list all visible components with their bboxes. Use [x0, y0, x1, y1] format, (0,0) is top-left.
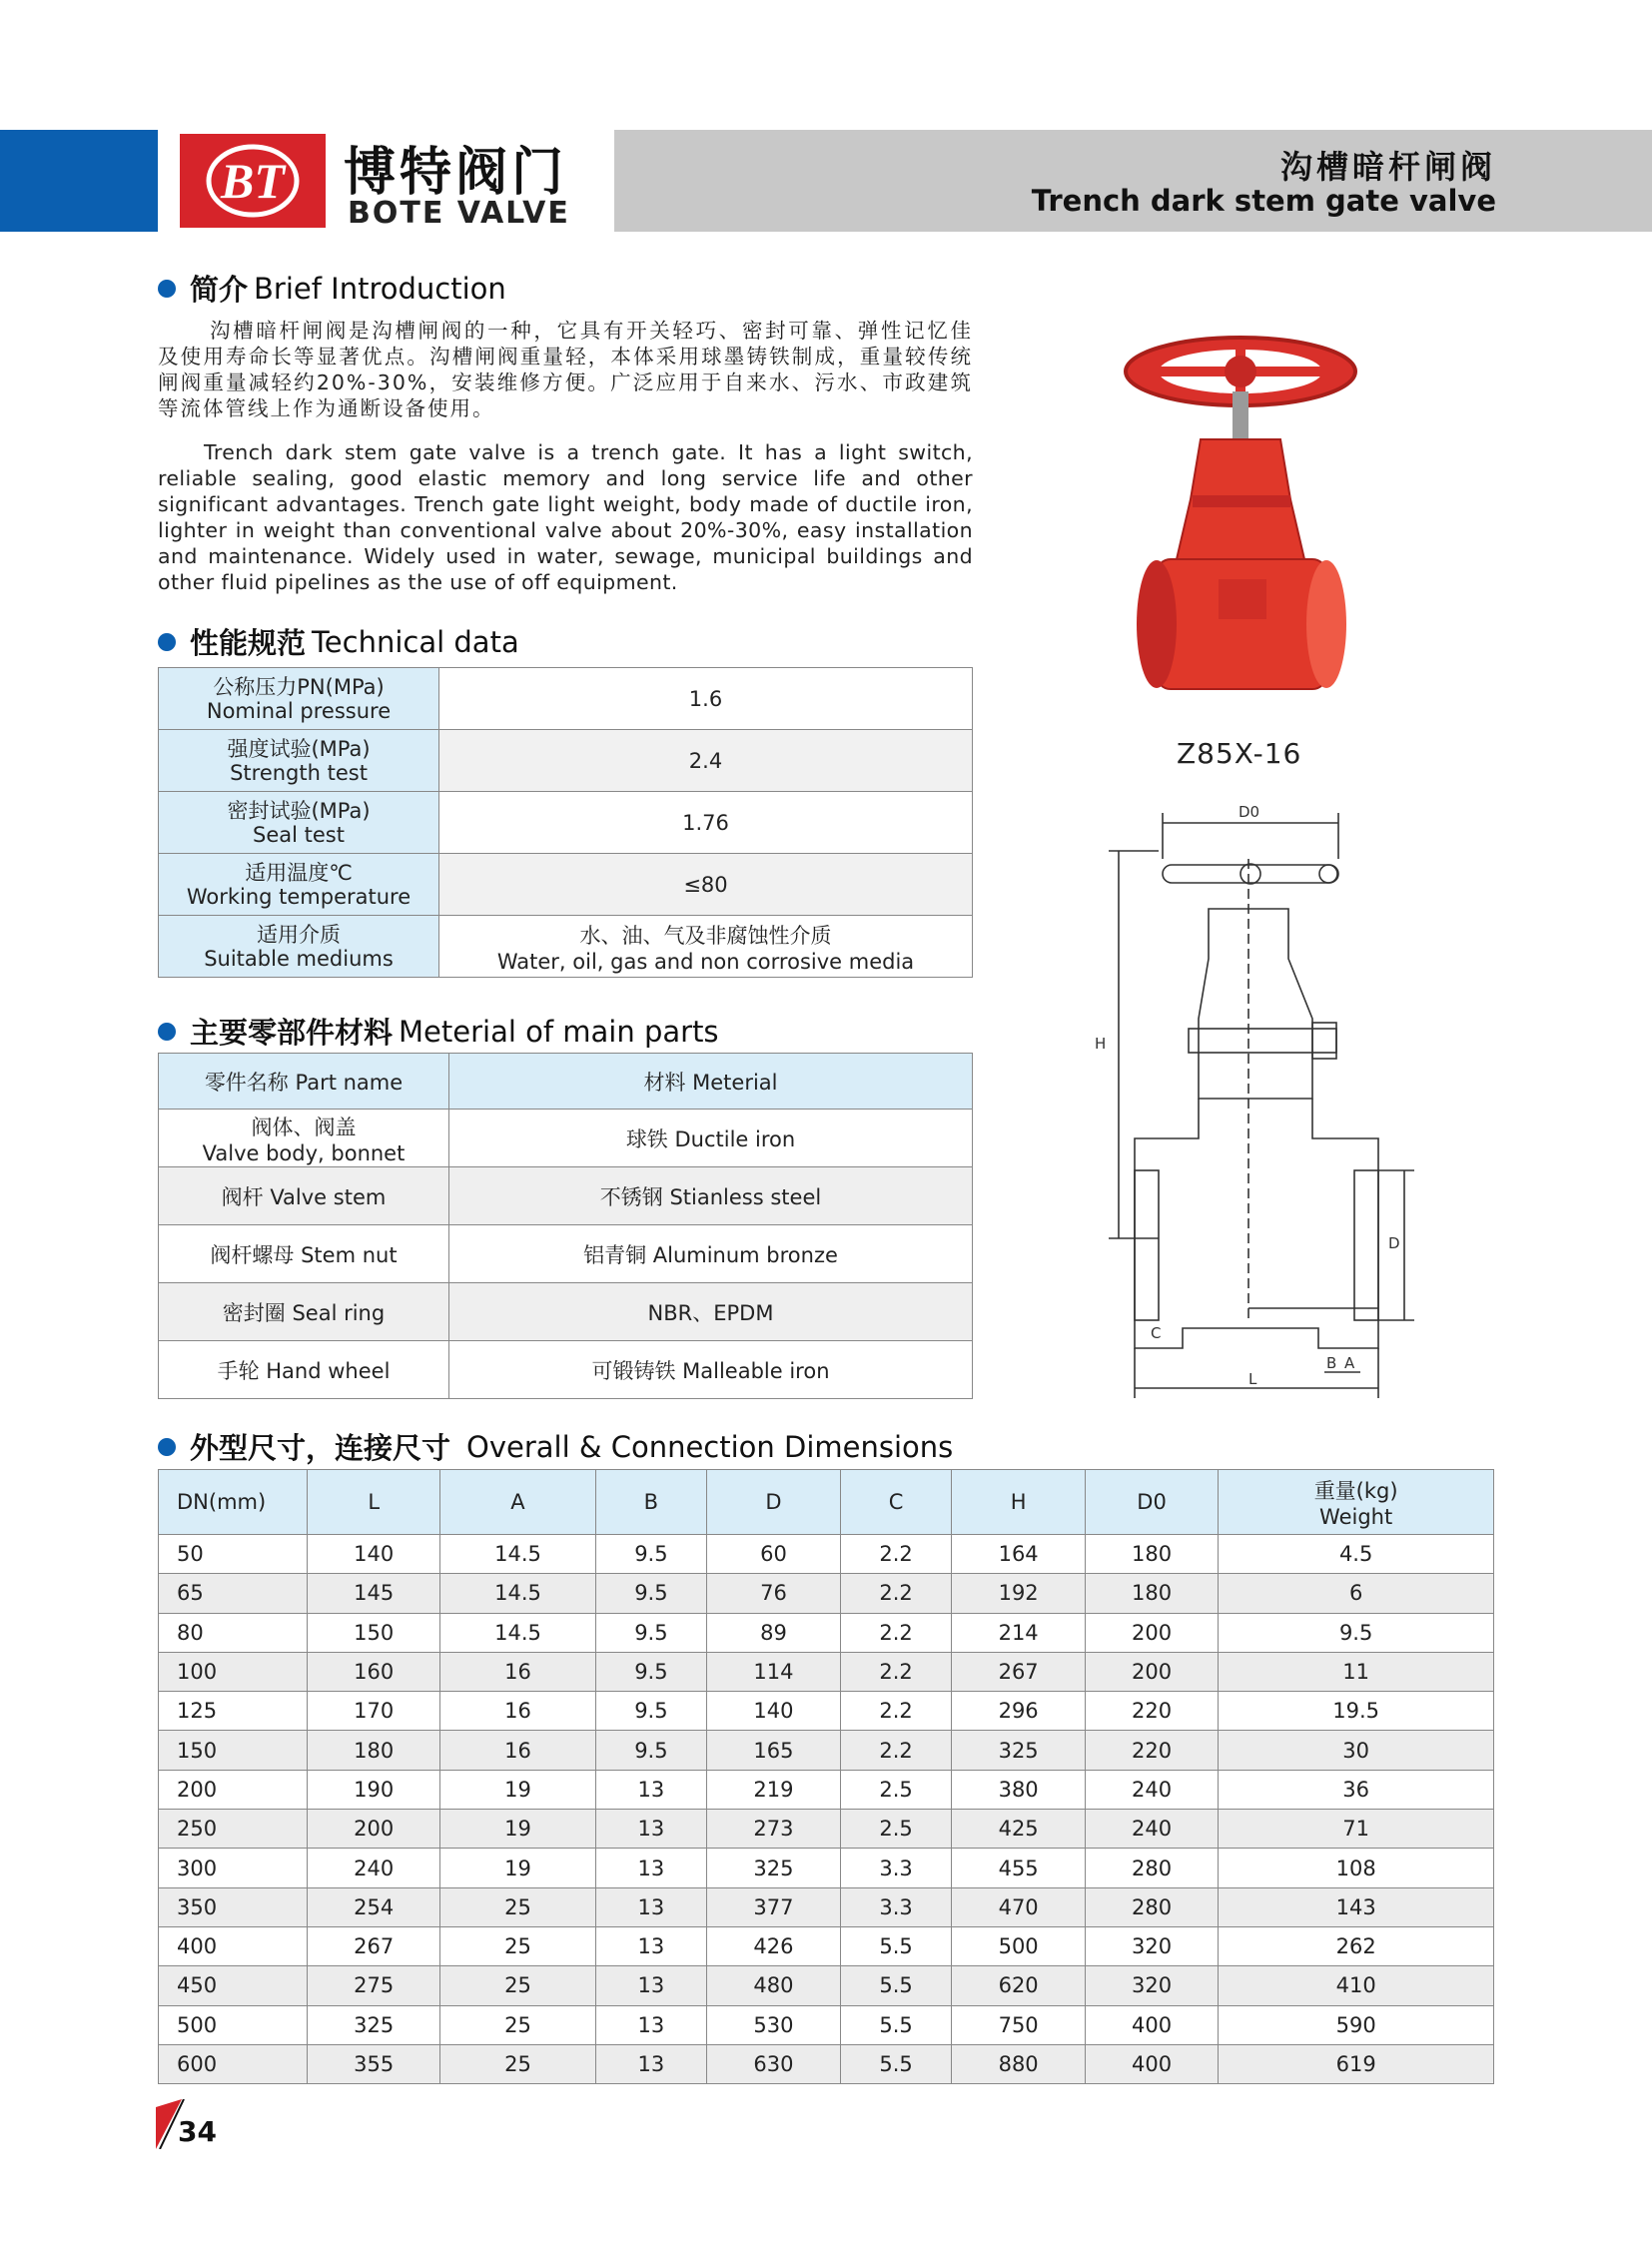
dims-cell: 100 — [159, 1652, 308, 1691]
dims-cell: 250 — [159, 1810, 308, 1849]
tech-heading-cn: 性能规范 — [190, 626, 307, 660]
dims-cell: 377 — [707, 1887, 840, 1926]
col-header: L — [308, 1470, 440, 1535]
dims-cell: 145 — [308, 1574, 440, 1613]
dims-cell: 114 — [707, 1652, 840, 1691]
dims-cell: 25 — [440, 2044, 595, 2083]
dims-cell: 280 — [1085, 1849, 1218, 1887]
dims-row — [159, 1926, 1494, 1965]
tech-row — [159, 668, 973, 730]
dims-cell: 620 — [952, 1966, 1085, 2005]
dims-cell: 13 — [595, 1887, 707, 1926]
dims-cell: 13 — [595, 1849, 707, 1887]
dim-label-d0: D0 — [1239, 803, 1260, 821]
dims-cell: 164 — [952, 1535, 1085, 1574]
dims-cell: 2.2 — [840, 1652, 952, 1691]
page-number: 34 — [178, 2115, 217, 2148]
dims-cell: 200 — [308, 1810, 440, 1849]
parts-heading — [158, 1011, 719, 1052]
col-header: 重量(kg) Weight — [1219, 1470, 1494, 1535]
tech-key: 适用介质 Suitable mediums — [159, 916, 439, 978]
dims-row — [159, 1535, 1494, 1574]
dims-row — [159, 2044, 1494, 2083]
dimensions-table — [158, 1469, 1494, 2084]
tech-table — [158, 667, 973, 978]
parts-heading-cn: 主要零部件材料 — [190, 1016, 394, 1050]
dims-cell: 16 — [440, 1652, 595, 1691]
dims-cell: 19 — [440, 1849, 595, 1887]
dims-cell: 480 — [707, 1966, 840, 2005]
dims-cell: 240 — [1085, 1810, 1218, 1849]
dims-cell: 200 — [1085, 1652, 1218, 1691]
dims-cell: 240 — [1085, 1770, 1218, 1809]
dims-row — [159, 1770, 1494, 1809]
dims-cell: 275 — [308, 1966, 440, 2005]
dims-cell: 325 — [308, 2005, 440, 2044]
dims-cell: 880 — [952, 2044, 1085, 2083]
dims-cell: 750 — [952, 2005, 1085, 2044]
dims-cell: 16 — [440, 1692, 595, 1731]
intro-heading-cn: 简介 — [190, 273, 249, 307]
dims-row — [159, 1613, 1494, 1652]
dims-cell: 400 — [1085, 2044, 1218, 2083]
parts-row — [159, 1341, 973, 1399]
dims-cell: 425 — [952, 1810, 1085, 1849]
dims-cell: 267 — [308, 1926, 440, 1965]
dims-cell: 19 — [440, 1810, 595, 1849]
dims-row — [159, 1966, 1494, 2005]
dims-cell: 200 — [159, 1770, 308, 1809]
dims-cell: 214 — [952, 1613, 1085, 1652]
dims-cell: 14.5 — [440, 1535, 595, 1574]
dims-cell: 13 — [595, 2044, 707, 2083]
tech-heading-en: Technical data — [312, 624, 519, 659]
dims-cell: 165 — [707, 1731, 840, 1770]
dims-cell: 143 — [1219, 1887, 1494, 1926]
dims-cell: 2.5 — [840, 1810, 952, 1849]
dims-cell: 619 — [1219, 2044, 1494, 2083]
dims-cell: 13 — [595, 2005, 707, 2044]
dims-row — [159, 1652, 1494, 1691]
dims-cell: 36 — [1219, 1770, 1494, 1809]
dims-cell: 25 — [440, 1887, 595, 1926]
dims-heading-cn: 外型尺寸，连接尺寸 — [190, 1431, 451, 1465]
dims-cell: 71 — [1219, 1810, 1494, 1849]
part-name: 阀体、阀盖 Valve body, bonnet — [159, 1110, 449, 1167]
tech-key: 公称压力PN(MPa) Nominal pressure — [159, 668, 439, 730]
dims-cell: 350 — [159, 1887, 308, 1926]
part-material: NBR、EPDM — [449, 1283, 973, 1341]
dims-cell: 25 — [440, 1926, 595, 1965]
dims-heading — [158, 1426, 953, 1467]
parts-table — [158, 1053, 973, 1399]
parts-row — [159, 1283, 973, 1341]
dims-cell: 5.5 — [840, 2044, 952, 2083]
dims-cell: 89 — [707, 1613, 840, 1652]
dims-cell: 500 — [159, 2005, 308, 2044]
dims-cell: 9.5 — [595, 1574, 707, 1613]
dims-cell: 192 — [952, 1574, 1085, 1613]
logo-bt-icon — [180, 134, 326, 228]
dims-cell: 13 — [595, 1770, 707, 1809]
valve-product-image — [1109, 320, 1378, 709]
dim-label-b: B — [1326, 1354, 1337, 1372]
dims-cell: 355 — [308, 2044, 440, 2083]
dims-cell: 426 — [707, 1926, 840, 1965]
bullet-dot-icon — [158, 633, 176, 651]
col-header: DN(mm) — [159, 1470, 308, 1535]
intro-heading-en: Brief Introduction — [254, 271, 506, 306]
parts-header-row — [159, 1054, 973, 1110]
dims-row — [159, 1574, 1494, 1613]
dims-cell: 30 — [1219, 1731, 1494, 1770]
intro-paragraph-cn: 沟槽暗杆闸阀是沟槽闸阀的一种，它具有开关轻巧、密封可靠、弹性记忆佳及使用寿命长等显著优点。沟槽闸阀重量轻，本体采用球墨铸铁制成，重量较传统闸阀重量减轻约20%-30%，安装维修方便。广泛应用于自来水、污水、市政建筑等流体管线上作为通断设备使用。 — [158, 319, 973, 420]
dims-row — [159, 1849, 1494, 1887]
dims-cell: 180 — [1085, 1535, 1218, 1574]
col-header: C — [840, 1470, 952, 1535]
dims-heading-en: Overall & Connection Dimensions — [466, 1429, 954, 1464]
dims-cell: 25 — [440, 1966, 595, 2005]
dims-cell: 267 — [952, 1652, 1085, 1691]
dims-cell: 9.5 — [595, 1731, 707, 1770]
dims-cell: 9.5 — [1219, 1613, 1494, 1652]
tech-row — [159, 730, 973, 792]
dims-cell: 2.2 — [840, 1692, 952, 1731]
dims-header-row — [159, 1470, 1494, 1535]
dims-cell: 2.2 — [840, 1731, 952, 1770]
dims-cell: 530 — [707, 2005, 840, 2044]
col-header: B — [595, 1470, 707, 1535]
part-material: 不锈钢 Stianless steel — [449, 1167, 973, 1225]
dims-cell: 300 — [159, 1849, 308, 1887]
dims-cell: 320 — [1085, 1966, 1218, 2005]
dim-label-l: L — [1248, 1370, 1257, 1388]
dims-row — [159, 1887, 1494, 1926]
parts-heading-en: Meterial of main parts — [399, 1014, 719, 1049]
dims-cell: 590 — [1219, 2005, 1494, 2044]
dims-cell: 9.5 — [595, 1652, 707, 1691]
part-material: 铝青铜 Aluminum bronze — [449, 1225, 973, 1283]
page-title-cn: 沟槽暗杆闸阀 — [1279, 148, 1496, 186]
dims-cell: 140 — [707, 1692, 840, 1731]
brand-logo — [180, 134, 326, 228]
part-name: 阀杆 Valve stem — [159, 1167, 449, 1225]
tech-value: 1.76 — [439, 792, 973, 854]
dims-cell: 219 — [707, 1770, 840, 1809]
dims-cell: 14.5 — [440, 1574, 595, 1613]
tech-key: 适用温度℃ Working temperature — [159, 854, 439, 916]
dims-cell: 14.5 — [440, 1613, 595, 1652]
dims-body — [159, 1535, 1494, 2084]
bullet-dot-icon — [158, 1023, 176, 1041]
dims-cell: 76 — [707, 1574, 840, 1613]
dim-label-d: D — [1388, 1234, 1400, 1252]
dims-cell: 2.5 — [840, 1770, 952, 1809]
dims-cell: 400 — [159, 1926, 308, 1965]
dims-cell: 3.3 — [840, 1849, 952, 1887]
tech-heading — [158, 621, 519, 662]
dims-cell: 13 — [595, 1926, 707, 1965]
dims-cell: 2.2 — [840, 1574, 952, 1613]
tech-key: 密封试验(MPa) Seal test — [159, 792, 439, 854]
parts-row — [159, 1167, 973, 1225]
dims-cell: 19.5 — [1219, 1692, 1494, 1731]
dims-cell: 325 — [707, 1849, 840, 1887]
dims-row — [159, 1731, 1494, 1770]
intro-paragraph-en: Trench dark stem gate valve is a trench gate. It has a light switch, reliable sealing, good elastic memory and long service life and other significant advantages. Trench gate light weight, body made of ductile iron, lighter in weight than conventional valve about 20%-30%, easy installation and maintenance. Widely used in water, sewage, municipal buildings and other fluid pipelines as the use of off equipment. — [158, 440, 973, 594]
tech-row — [159, 792, 973, 854]
dims-cell: 296 — [952, 1692, 1085, 1731]
dims-cell: 9.5 — [595, 1613, 707, 1652]
dims-cell: 13 — [595, 1810, 707, 1849]
dims-cell: 280 — [1085, 1887, 1218, 1926]
dims-cell: 140 — [308, 1535, 440, 1574]
parts-header-name: 零件名称 Part name — [159, 1054, 449, 1110]
dims-cell: 5.5 — [840, 2005, 952, 2044]
dim-label-c: C — [1151, 1324, 1162, 1342]
parts-row — [159, 1110, 973, 1167]
dims-cell: 450 — [159, 1966, 308, 2005]
dims-cell: 400 — [1085, 2005, 1218, 2044]
logo-text: BT — [221, 153, 285, 209]
tech-key: 强度试验(MPa) Strength test — [159, 730, 439, 792]
header-blue-block — [0, 130, 158, 232]
tech-value: ≤80 — [439, 854, 973, 916]
dims-cell: 6 — [1219, 1574, 1494, 1613]
dims-cell: 4.5 — [1219, 1535, 1494, 1574]
col-header: D — [707, 1470, 840, 1535]
dims-cell: 16 — [440, 1731, 595, 1770]
dims-cell: 180 — [308, 1731, 440, 1770]
dims-cell: 50 — [159, 1535, 308, 1574]
tech-value: 1.6 — [439, 668, 973, 730]
dims-cell: 200 — [1085, 1613, 1218, 1652]
dims-cell: 410 — [1219, 1966, 1494, 2005]
valve-dimension-drawing — [1089, 799, 1418, 1408]
part-material: 球铁 Ductile iron — [449, 1110, 973, 1167]
dims-cell: 5.5 — [840, 1966, 952, 2005]
dims-cell: 125 — [159, 1692, 308, 1731]
dims-cell: 320 — [1085, 1926, 1218, 1965]
part-material: 可锻铸铁 Malleable iron — [449, 1341, 973, 1399]
dims-cell: 11 — [1219, 1652, 1494, 1691]
dims-cell: 180 — [1085, 1574, 1218, 1613]
dims-cell: 325 — [952, 1731, 1085, 1770]
dims-cell: 273 — [707, 1810, 840, 1849]
dims-cell: 108 — [1219, 1849, 1494, 1887]
dims-cell: 19 — [440, 1770, 595, 1809]
page-title-en: Trench dark stem gate valve — [1031, 184, 1496, 218]
col-header: D0 — [1085, 1470, 1218, 1535]
tech-row — [159, 916, 973, 978]
dims-cell: 9.5 — [595, 1535, 707, 1574]
dims-row — [159, 1810, 1494, 1849]
col-header: A — [440, 1470, 595, 1535]
dim-label-h: H — [1095, 1035, 1107, 1053]
dims-cell: 2.2 — [840, 1535, 952, 1574]
dims-cell: 13 — [595, 1966, 707, 2005]
product-model-label: Z85X-16 — [1177, 737, 1302, 770]
brand-name-en: BOTE VALVE — [348, 196, 570, 231]
bullet-dot-icon — [158, 280, 176, 298]
dims-row — [159, 2005, 1494, 2044]
dims-cell: 9.5 — [595, 1692, 707, 1731]
dims-cell: 470 — [952, 1887, 1085, 1926]
dims-cell: 190 — [308, 1770, 440, 1809]
dims-cell: 160 — [308, 1652, 440, 1691]
dims-cell: 2.2 — [840, 1613, 952, 1652]
parts-header-material: 材料 Meterial — [449, 1054, 973, 1110]
dims-cell: 630 — [707, 2044, 840, 2083]
tech-value: 水、油、气及非腐蚀性介质 Water, oil, gas and non corrosive media — [439, 916, 973, 978]
dim-label-a: A — [1344, 1354, 1355, 1372]
dims-cell: 500 — [952, 1926, 1085, 1965]
dims-cell: 380 — [952, 1770, 1085, 1809]
part-name: 阀杆螺母 Stem nut — [159, 1225, 449, 1283]
dims-cell: 170 — [308, 1692, 440, 1731]
dims-cell: 150 — [159, 1731, 308, 1770]
dims-cell: 25 — [440, 2005, 595, 2044]
dims-cell: 60 — [707, 1535, 840, 1574]
dims-row — [159, 1692, 1494, 1731]
intro-heading — [158, 268, 506, 309]
tech-value: 2.4 — [439, 730, 973, 792]
part-name: 手轮 Hand wheel — [159, 1341, 449, 1399]
dims-cell: 3.3 — [840, 1887, 952, 1926]
parts-row — [159, 1225, 973, 1283]
dims-cell: 5.5 — [840, 1926, 952, 1965]
dims-cell: 254 — [308, 1887, 440, 1926]
part-name: 密封圈 Seal ring — [159, 1283, 449, 1341]
dims-cell: 220 — [1085, 1692, 1218, 1731]
col-header: H — [952, 1470, 1085, 1535]
dims-cell: 65 — [159, 1574, 308, 1613]
dims-cell: 455 — [952, 1849, 1085, 1887]
brand-name-cn: 博特阀门 — [344, 143, 568, 203]
dims-cell: 150 — [308, 1613, 440, 1652]
dims-cell: 220 — [1085, 1731, 1218, 1770]
bullet-dot-icon — [158, 1438, 176, 1456]
dims-cell: 80 — [159, 1613, 308, 1652]
dims-cell: 600 — [159, 2044, 308, 2083]
dims-cell: 240 — [308, 1849, 440, 1887]
tech-row — [159, 854, 973, 916]
dims-cell: 262 — [1219, 1926, 1494, 1965]
